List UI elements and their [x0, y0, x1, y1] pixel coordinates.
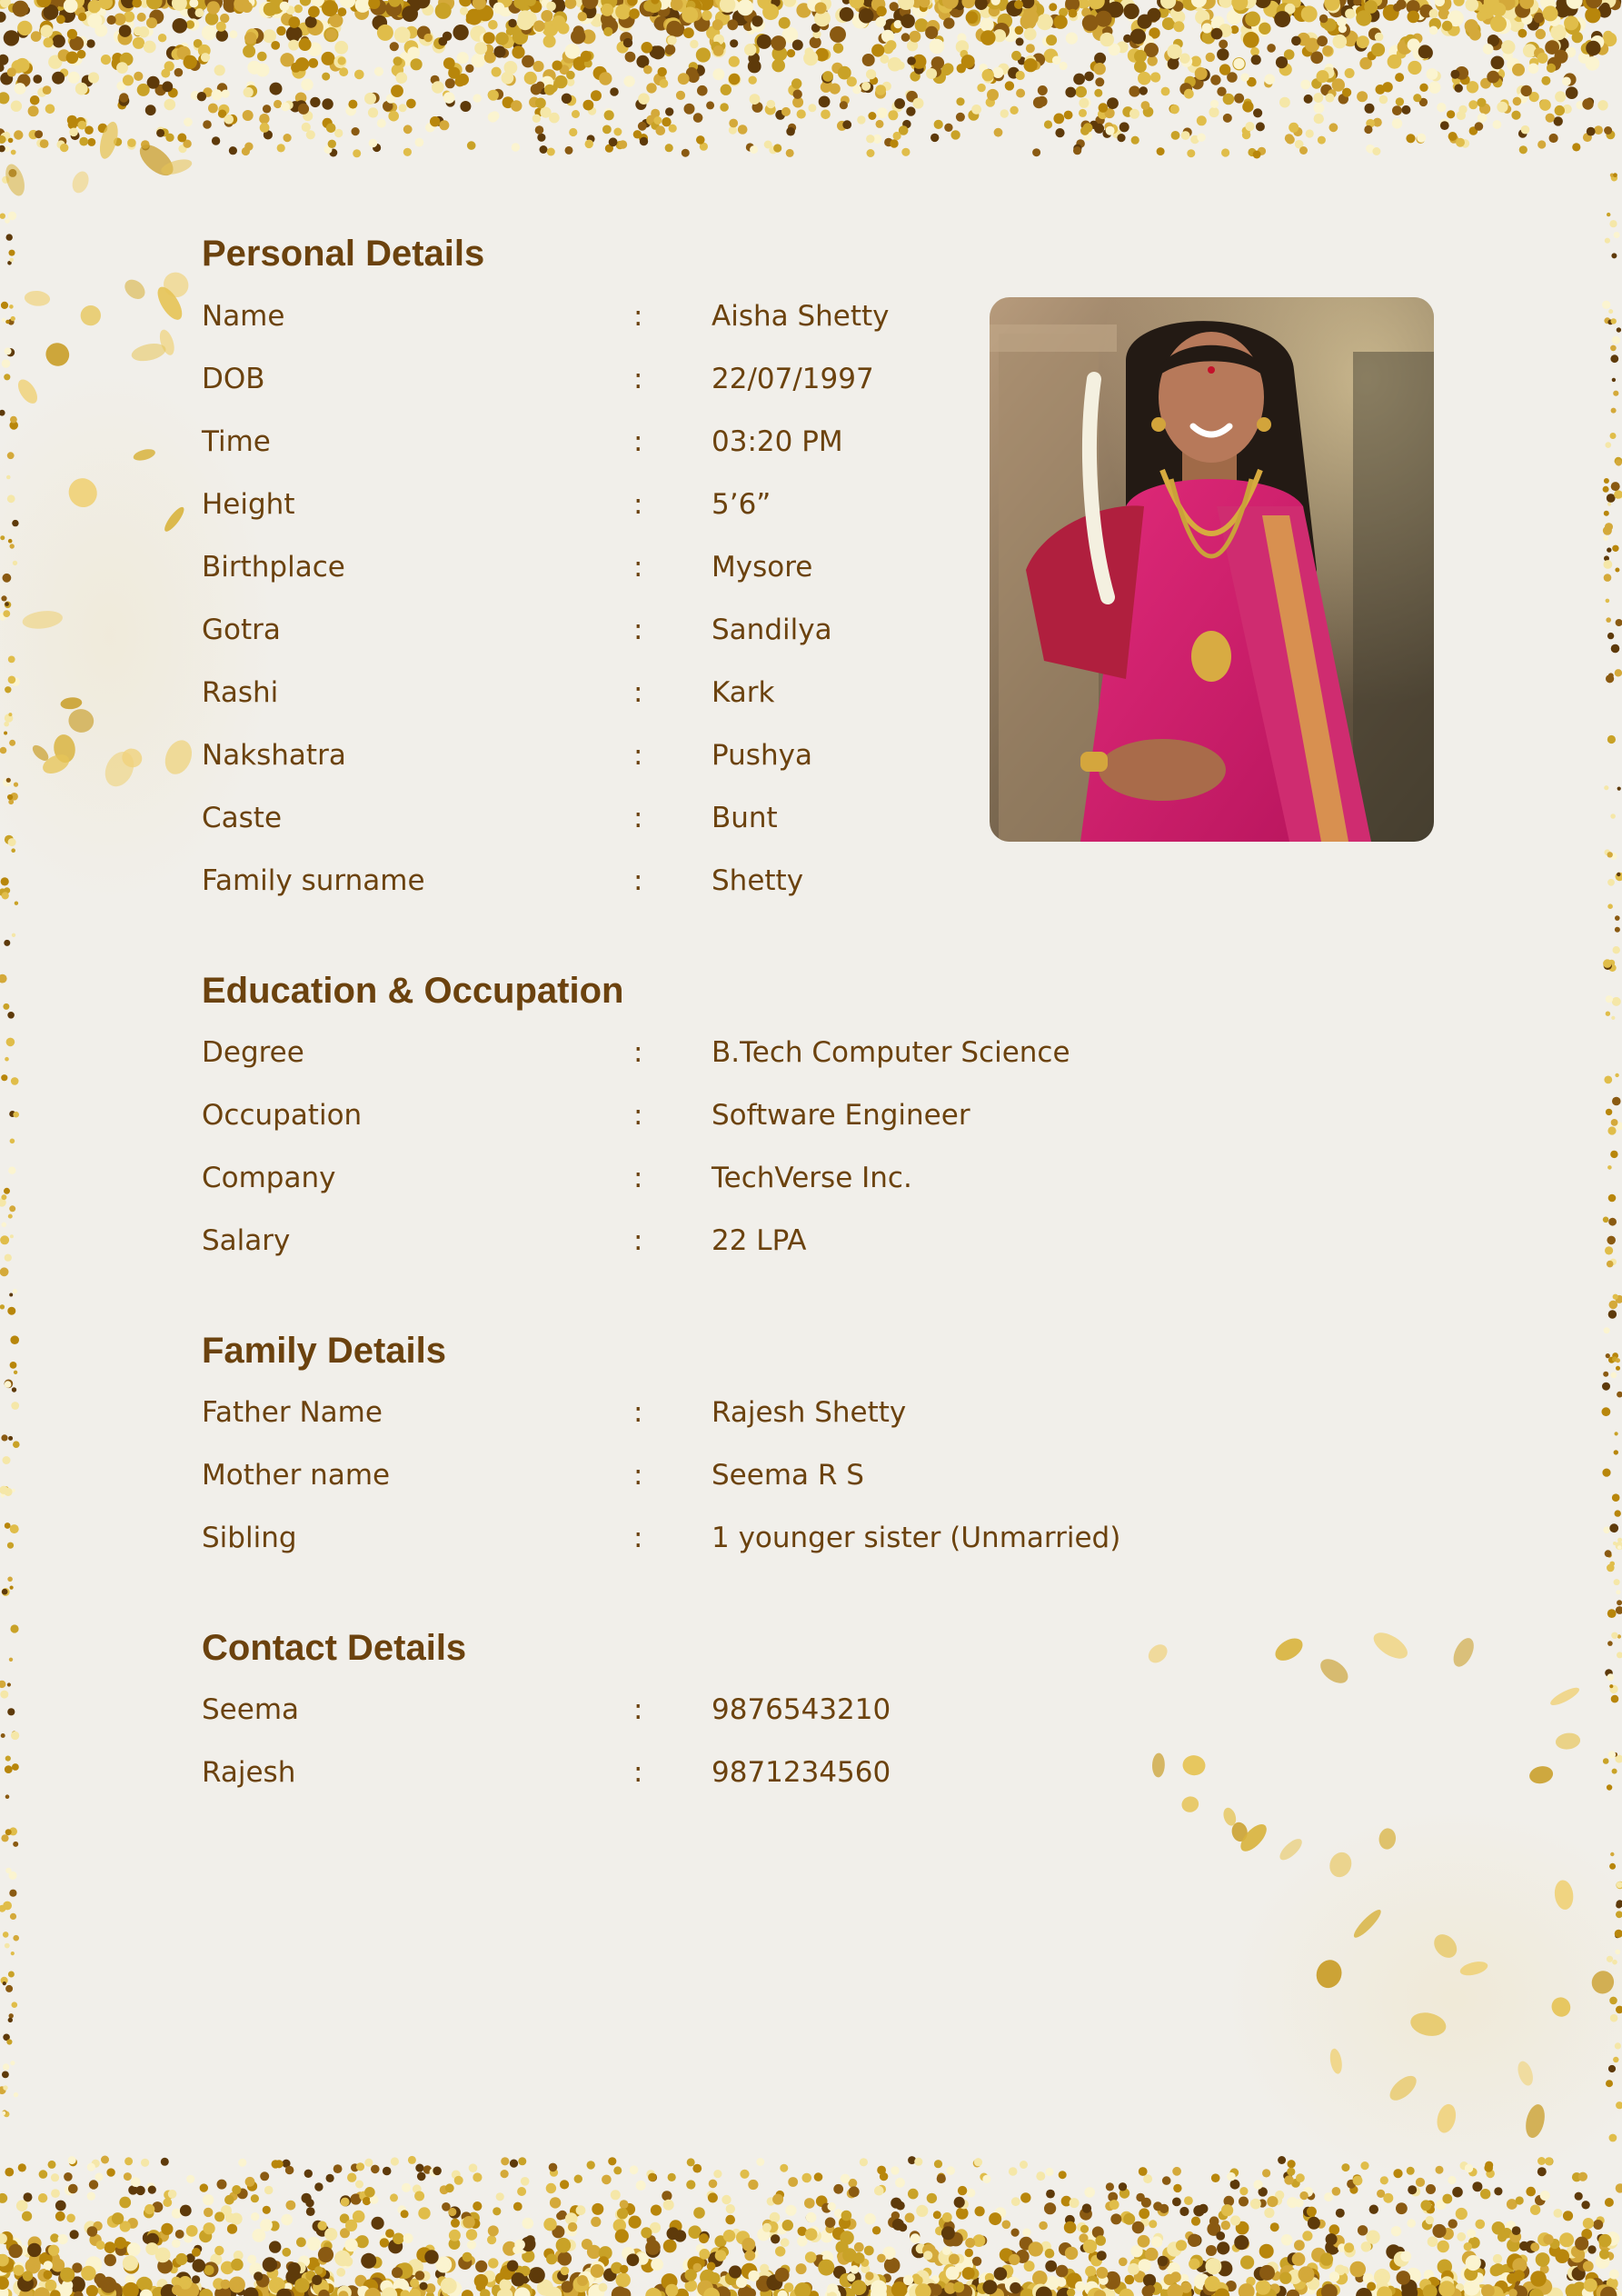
detail-row-company [0, 1157, 1622, 1199]
row-value: Pushya [711, 739, 812, 772]
row-label: Height [202, 488, 295, 521]
row-value: 22 LPA [711, 1224, 807, 1257]
section-title-family-details: Family Details [202, 1331, 447, 1371]
row-label: Rajesh [202, 1756, 296, 1789]
row-colon: : [633, 1396, 643, 1429]
row-value: Rajesh Shetty [711, 1396, 907, 1429]
detail-row-family-surname [0, 860, 1622, 902]
row-value: 9876543210 [711, 1693, 891, 1726]
row-colon: : [633, 739, 643, 772]
row-value: Bunt [711, 802, 778, 834]
row-label: Father Name [202, 1396, 383, 1429]
row-value: 1 younger sister (Unmarried) [711, 1522, 1121, 1554]
row-colon: : [633, 551, 643, 584]
detail-row-mother-name [0, 1454, 1622, 1496]
row-value: 22/07/1997 [711, 363, 874, 395]
row-colon: : [633, 488, 643, 521]
row-colon: : [633, 363, 643, 395]
profile-photo [990, 297, 1434, 842]
detail-row-salary [0, 1220, 1622, 1262]
row-value: 03:20 PM [711, 425, 843, 458]
row-value: Shetty [711, 864, 804, 897]
row-value: Mysore [711, 551, 813, 584]
row-label: Salary [202, 1224, 291, 1257]
row-value: Seema R S [711, 1459, 864, 1492]
row-colon: : [633, 864, 643, 897]
row-value: 5’6” [711, 488, 771, 521]
row-label: Time [202, 425, 271, 458]
section-title-contact-details: Contact Details [202, 1628, 467, 1668]
profile-photo-illustration [990, 297, 1434, 842]
row-label: Seema [202, 1693, 300, 1726]
row-value: Aisha Shetty [711, 300, 890, 333]
row-label: Gotra [202, 614, 281, 646]
detail-row-contact-rajesh [0, 1752, 1622, 1793]
row-label: Name [202, 300, 285, 333]
row-colon: : [633, 1036, 643, 1069]
row-colon: : [633, 300, 643, 333]
detail-row-degree [0, 1032, 1622, 1073]
row-value: Kark [711, 676, 775, 709]
row-label: Birthplace [202, 551, 345, 584]
section-title-education-occupation: Education & Occupation [202, 971, 624, 1011]
row-colon: : [633, 802, 643, 834]
row-label: Sibling [202, 1522, 297, 1554]
row-label: Company [202, 1162, 336, 1194]
section-title-personal-details: Personal Details [202, 234, 485, 274]
row-colon: : [633, 1162, 643, 1194]
row-colon: : [633, 1756, 643, 1789]
row-value: B.Tech Computer Science [711, 1036, 1070, 1069]
row-value: Sandilya [711, 614, 832, 646]
row-label: DOB [202, 363, 265, 395]
row-colon: : [633, 1459, 643, 1492]
detail-row-contact-seema [0, 1689, 1622, 1731]
row-colon: : [633, 1693, 643, 1726]
row-value: TechVerse Inc. [711, 1162, 912, 1194]
row-value: Software Engineer [711, 1099, 970, 1132]
row-colon: : [633, 1099, 643, 1132]
row-label: Nakshatra [202, 739, 346, 772]
row-colon: : [633, 676, 643, 709]
row-colon: : [633, 614, 643, 646]
row-colon: : [633, 1522, 643, 1554]
detail-row-father-name [0, 1392, 1622, 1433]
row-value: 9871234560 [711, 1756, 891, 1789]
detail-row-occupation [0, 1094, 1622, 1136]
row-label: Mother name [202, 1459, 391, 1492]
row-label: Rashi [202, 676, 279, 709]
row-label: Caste [202, 802, 283, 834]
row-colon: : [633, 425, 643, 458]
row-label: Degree [202, 1036, 304, 1069]
row-label: Occupation [202, 1099, 363, 1132]
row-label: Family surname [202, 864, 425, 897]
row-colon: : [633, 1224, 643, 1257]
detail-row-sibling [0, 1517, 1622, 1559]
